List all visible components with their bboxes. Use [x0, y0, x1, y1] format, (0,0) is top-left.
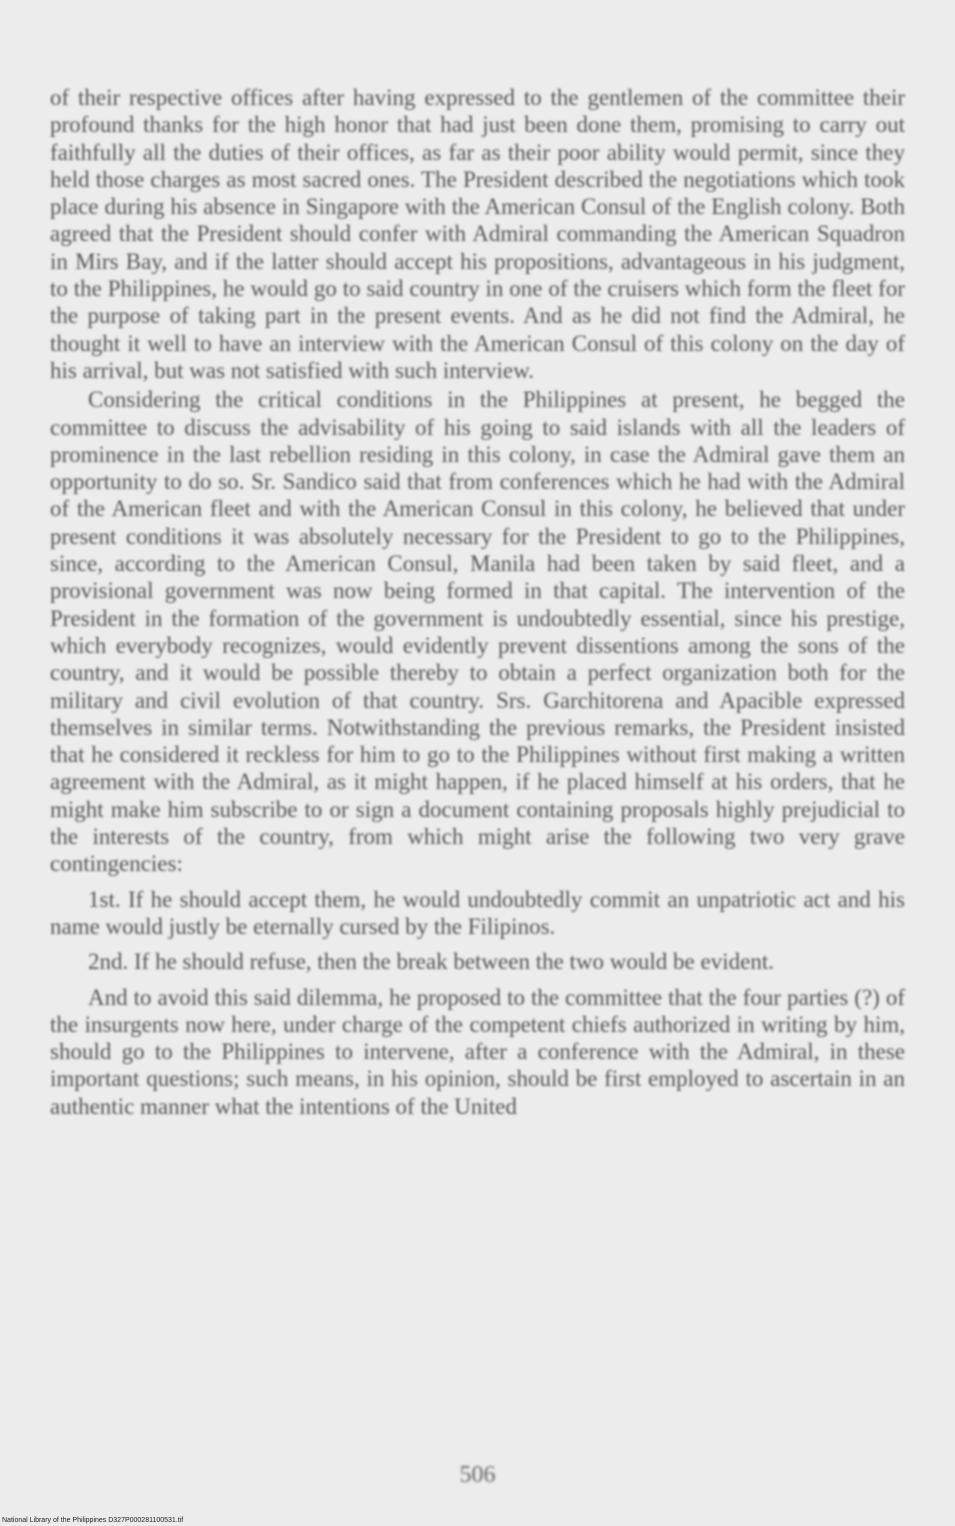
paragraph-5: And to avoid this said dilemma, he proposed to the committee that the four parties (?) of the insurgents now here, under charge of the competent chiefs authorized in writing by him, should go to the Philippines to intervene, after a conference with the Admiral, in these important questions; such means, in his opinion, should be first employed to ascertain in an authentic manner what the intentions of the United: [50, 984, 905, 1119]
paragraph-2: Considering the critical conditions in the Philippines at present, he begged the committee to discuss the advisability of his going to said islands with all the leaders of prominence in the last rebellion residing in this colony, in case the Admiral gave them an opportunity to do so. Sr. Sandico said that from conferences which he had with the Admiral of the American fleet and with the American Consul in this colony, he believed that under present conditions it was absolutely necessary for the President to go to the Philippines, since, according to the American Consul, Manila had been taken by said fleet, and a provisional government was now being formed in that capital. The intervention of the President in the formation of the government is undoubtedly essential, since his prestige, which everybody recognizes, would evidently prevent dissentions among the sons of the country, and it would be possible thereby to obtain a perfect organization both for the military and civil evolution of that country. Srs. Garchitorena and Apacible expressed themselves in similar terms. Notwithstanding the previous remarks, the President insisted that he considered it reckless for him to go to the Philippines without first making a written agreement with the Admiral, as it might happen, if he placed himself at his orders, that he might make him subscribe to or sign a document containing proposals highly prejudicial to the interests of the country, from which might arise the following two very grave contingencies:: [50, 387, 905, 877]
body-text: [50, 84, 905, 1120]
paragraph-3: 1st. If he should accept them, he would undoubtedly commit an unpatriotic act and his name would justly be eternally cursed by the Filipinos.: [50, 886, 905, 939]
scan-caption: National Library of the Philippines D327P000281100531.tif: [2, 1517, 184, 1524]
page-number: 506: [459, 1462, 496, 1488]
paragraph-1: of their respective offices after having expressed to the gentlemen of the committee their profound thanks for the high honor that had just been done them, promising to carry out faithfully all the duties of their offices, as far as their poor ability would permit, since they held those charges as most sacred ones. The President described the negotiations which took place during his absence in Singapore with the American Consul of the English colony. Both agreed that the President should confer with Admiral commanding the American Squadron in Mirs Bay, and if the latter should accept his propositions, advantageous in his judgment, to the Philippines, he would go to said country in one of the cruisers which form the fleet for the purpose of taking part in the present events. And as he did not find the Admiral, he thought it well to have an interview with the American Consul of this colony on the day of his arrival, but was not satisfied with such interview.: [50, 85, 905, 383]
paragraph-4: 2nd. If he should refuse, then the break between the two would be evident.: [88, 949, 774, 975]
